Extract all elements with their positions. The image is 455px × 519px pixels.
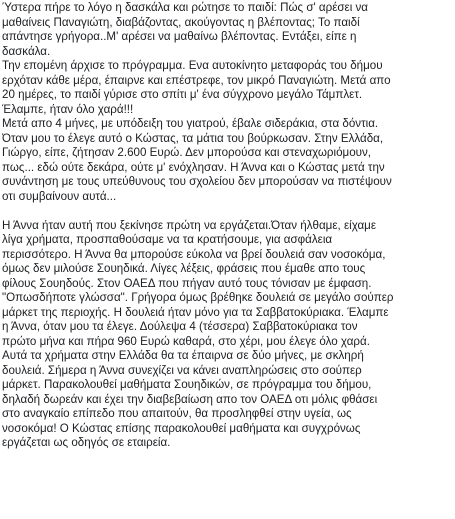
text-line: 20 ημέρες, το παιδί γύρισε στο σπίτι μ' ένα σύγχρονο μεγάλο Τάμπλετ. <box>2 88 363 101</box>
text-line: Όταν μου το έλεγε αυτό ο Κώστας, τα μάτια του βούρκωσαν. Στην Ελλάδα, <box>2 131 384 145</box>
text-line: Την επομένη άρχισε το πρόγραμμα. Ενα αυτοκίνητο μεταφοράς του δήμου <box>2 59 383 72</box>
text-line: Μετά απο 4 μήνες, με υπόδειξη του γιατρού, έβαλε σιδεράκια, στα δόντια. <box>2 117 379 130</box>
text-line: "Οπωσδήποτε γλώσσα". Γρήγορα όμως βρέθηκε δουλειά σε μεγάλο σούπερ <box>2 291 394 304</box>
text-line: Αυτά τα χρήματα στην Ελλάδα θα τα έπαιρνα σε δύο μήνες, με σκληρή <box>2 349 364 362</box>
text-line: φίλους Σουηδούς. Στον ΟΑΕΔ που πήγαν αυτό τους τόνισαν με έμφαση. <box>2 276 372 290</box>
text-line: Έλαμπε, ήταν όλο χαρά!!! <box>2 102 134 116</box>
text-line: πως... εδώ ούτε δεκάρα, ούτε μ' ενόχλησαν. Η Άννα και ο Κώστας μετά την <box>2 160 385 174</box>
text-line: νοσοκόμα! Ο Κώστας επίσης παρακολουθεί μαθήματα και συγχρόνως <box>2 421 361 435</box>
text-line: μάρκετ της περιοχής. Η δουλειά ήταν μόνο για τα Σαββατοκύριακα. Έλαμπε <box>2 305 389 319</box>
text-line: συνάντηση με τους υπεύθυνους του σχολείου δεν μπορούσαν να πιστέψουν <box>2 175 392 188</box>
text-line: Ύστερα πήρε το λόγο η δασκάλα και ρώτησε το παιδί: Πώς σ' αρέσει να <box>2 1 369 14</box>
text-line: Η Άννα ήταν αυτή που ξεκίνησε πρώτη να εργάζεται.Όταν ήλθαμε, είχαμε <box>2 218 377 232</box>
text-line: οτι συμβαίνουν αυτά... <box>2 189 117 203</box>
text-line: περισσότερο. Η Άννα θα μπορούσε εύκολα να βρεί δουλειά σαν νοσοκόμα, <box>2 247 386 261</box>
text-line: απάντησε γρήγορα..Μ' αρέσει να μαθαίνω βλέποντας. Εντάξει, είπε η <box>2 30 357 43</box>
text-line: λίγα χρήματα, προσπαθούσαμε να τα κρατήσουμε, για ασφάλεια <box>2 233 333 246</box>
text-line: δηλαδή δωρεάν και έχει την διαβεβαίωση απο τον ΟΑΕΔ οτι μόλις φθάσει <box>2 392 378 406</box>
text-line: στο αναγκαίο επίπεδο που απαιτούν, θα προσληφθεί στην υγεία, ως <box>2 407 352 420</box>
text-line: ερχόταν κάθε μέρα, έπαιρνε και επέστρεφε, τον μικρό Παναγιώτη. Μετά απο <box>2 73 391 87</box>
paragraph-anna-work <box>2 219 453 451</box>
paragraph-braces <box>2 117 453 204</box>
paragraph-gap <box>2 204 453 219</box>
text-line: πρώτο μήνα και πήρα 960 Ευρώ καθαρά, στο χέρι, μου έλεγε όλο χαρά. <box>2 334 370 348</box>
text-line: εργάζεται ως οδηγός σε εταιρεία. <box>2 436 171 449</box>
paragraph-teacher-question <box>2 1 453 59</box>
text-line: Γιώργο, είπε, ζήτησαν 2.600 Ευρώ. Δεν μπορούσα και στεναχωριόμουν, <box>2 146 372 159</box>
text-line: μαθαίνεις Παναγιώτη, διαβάζοντας, ακούγοντας η βλέποντας; Το παιδί <box>2 15 360 29</box>
text-line: μάρκετ. Παρακολουθεί μαθήματα Σουηδικών, σε πρόγραμμα του δήμου, <box>2 378 372 391</box>
text-line: δουλειά. Σήμερα η Άννα συνεχίζει να κάνει αναπληρώσεις στο σούπερ <box>2 363 362 377</box>
text-line: όμως δεν μιλούσε Σουηδικά. Λίγες λέξεις, φράσεις που έμαθε απο τους <box>2 262 366 275</box>
text-line: η Άννα, όταν μου τα έλεγε. Δούλεψα 4 (τέσσερα) Σαββατοκύριακα τον <box>2 320 358 333</box>
text-line: δασκάλα. <box>2 44 51 58</box>
paragraph-program-start <box>2 59 453 117</box>
